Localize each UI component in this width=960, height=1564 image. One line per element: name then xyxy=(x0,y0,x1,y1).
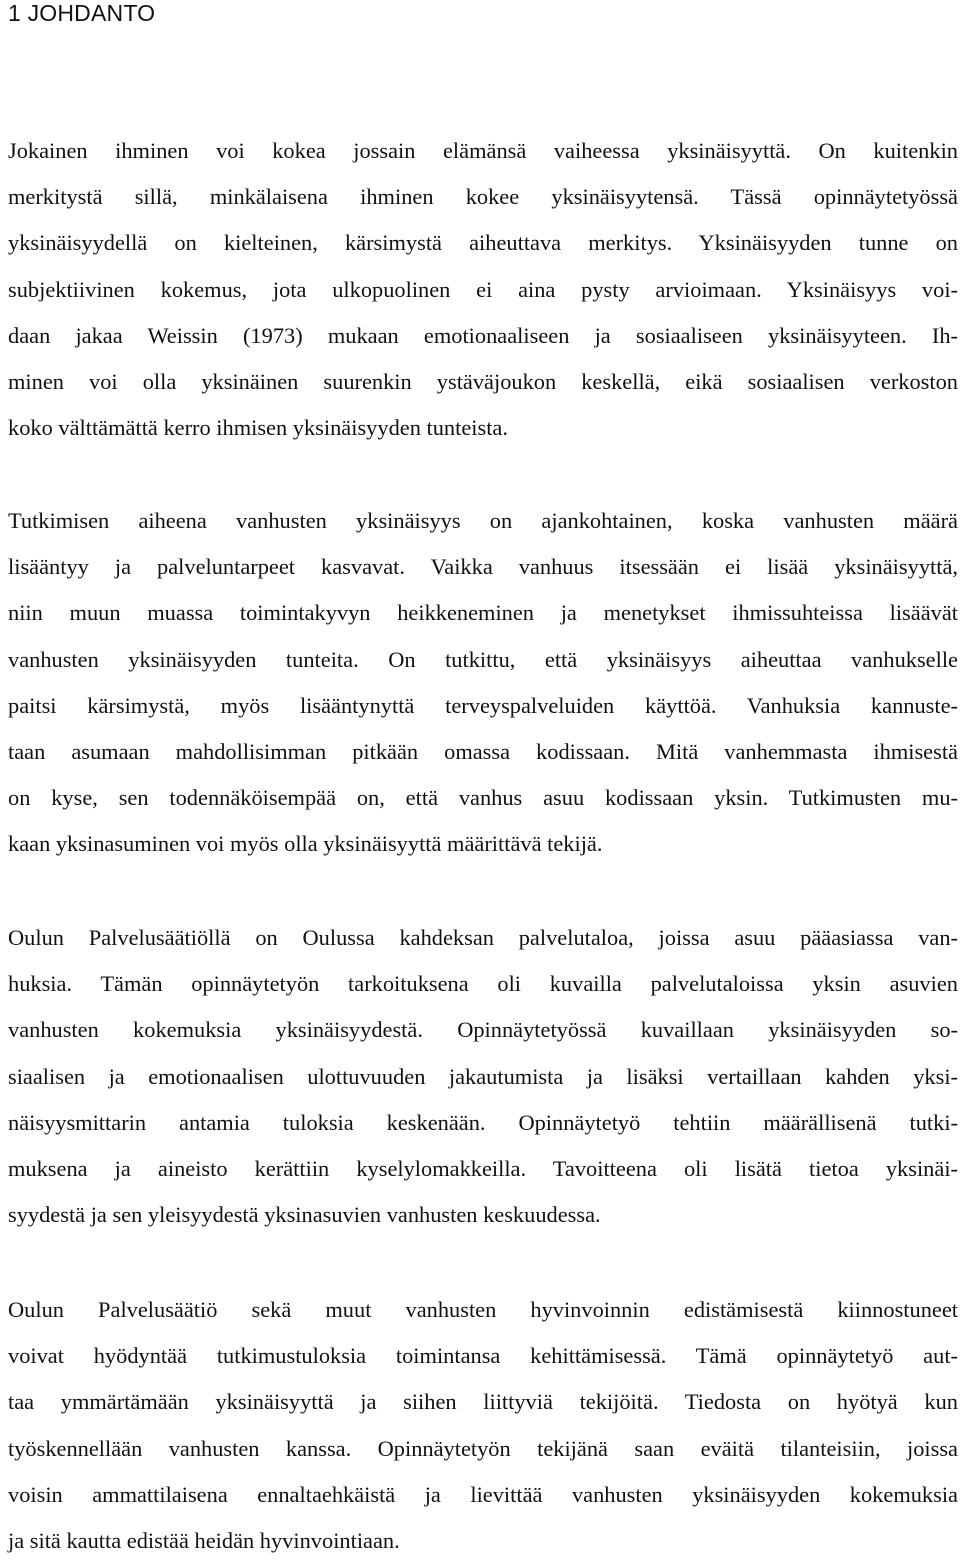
text-line: siaalisen ja emotionaalisen ulottuvuuden jakautumista ja lisäksi vertaillaan kahden yksi- xyxy=(8,1063,958,1089)
text-line: lisääntyy ja palveluntarpeet kasvavat. Vaikka vanhuus itsessään ei lisää yksinäisyyttä, xyxy=(8,554,958,580)
text-line: taa ymmärtämään yksinäisyyttä ja siihen liittyviä tekijöitä. Tiedosta on hyötyä kun xyxy=(8,1389,958,1415)
text-line: näisyysmittarin antamia tuloksia keskenään. Opinnäytetyö tehtiin määrällisenä tutki- xyxy=(8,1109,958,1135)
paragraph-2 xyxy=(8,498,958,868)
text-line: ja sitä kautta edistää heidän hyvinvointiaan. xyxy=(8,1528,400,1554)
text-line: Tutkimisen aiheena vanhusten yksinäisyys on ajankohtainen, koska vanhusten määrä xyxy=(8,508,958,533)
text-line: vanhusten yksinäisyyden tunteita. On tutkittu, että yksinäisyys aiheuttaa vanhukselle xyxy=(8,646,958,672)
document-page xyxy=(8,0,958,1554)
text-line: Jokainen ihminen voi kokea jossain elämänsä vaiheessa yksinäisyyttä. On kuitenkin xyxy=(8,138,958,163)
text-line: taan asumaan mahdollisimman pitkään omassa kodissaan. Mitä vanhemmasta ihmisestä xyxy=(8,739,958,765)
text-line: työskennellään vanhusten kanssa. Opinnäytetyön tekijänä saan eväitä tilanteisiin, joissa xyxy=(8,1435,958,1461)
text-line: daan jakaa Weissin (1973) mukaan emotionaaliseen ja sosiaaliseen yksinäisyyteen. Ih- xyxy=(8,322,958,348)
paragraph-4 xyxy=(8,1287,958,1564)
text-line: syydestä ja sen yleisyydestä yksinasuvien vanhusten keskuudessa. xyxy=(8,1202,601,1228)
text-line: huksia. Tämän opinnäytetyön tarkoituksena oli kuvailla palvelutaloissa yksin asuvien xyxy=(8,971,958,997)
text-line: niin muun muassa toimintakyvyn heikkeneminen ja menetykset ihmissuhteissa lisäävät xyxy=(8,600,958,626)
text-line: voivat hyödyntää tutkimustuloksia toimintansa kehittämisessä. Tämä opinnäytetyö aut- xyxy=(8,1343,958,1369)
text-line: Oulun Palvelusäätiöllä on Oulussa kahdeksan palvelutaloa, joissa asuu pääasiassa van- xyxy=(8,925,958,950)
section-heading: 1 JOHDANTO xyxy=(8,0,156,26)
text-line: subjektiivinen kokemus, jota ulkopuolinen ei aina pysty arvioimaan. Yksinäisyys voi- xyxy=(8,276,958,302)
text-line: Oulun Palvelusäätiö sekä muut vanhusten hyvinvoinnin edistämisestä kiinnostuneet xyxy=(8,1297,958,1322)
text-line: merkitystä sillä, minkälaisena ihminen kokee yksinäisyytensä. Tässä opinnäytetyössä xyxy=(8,184,958,210)
text-line: on kyse, sen todennäköisempää on, että vanhus asuu kodissaan yksin. Tutkimusten mu- xyxy=(8,785,958,811)
paragraph-1 xyxy=(8,128,958,451)
text-line: muksena ja aineisto kerättiin kyselylomakkeilla. Tavoitteena oli lisätä tietoa yksinäi- xyxy=(8,1156,958,1182)
text-line: paitsi kärsimystä, myös lisääntynyttä terveyspalveluiden käyttöä. Vanhuksia kannuste- xyxy=(8,692,958,718)
text-line: voisin ammattilaisena ennaltaehkäistä ja lievittää vanhusten yksinäisyyden kokemuksia xyxy=(8,1481,958,1507)
text-line: kaan yksinasuminen voi myös olla yksinäisyyttä määrittävä tekijä. xyxy=(8,831,603,857)
paragraph-3 xyxy=(8,915,958,1238)
text-line: yksinäisyydellä on kielteinen, kärsimystä aiheuttava merkitys. Yksinäisyyden tunne on xyxy=(8,230,958,256)
text-line: minen voi olla yksinäinen suurenkin ystäväjoukon keskellä, eikä sosiaalisen verkoston xyxy=(8,369,958,395)
text-line: koko välttämättä kerro ihmisen yksinäisyyden tunteista. xyxy=(8,415,508,441)
text-line: vanhusten kokemuksia yksinäisyydestä. Opinnäytetyössä kuvaillaan yksinäisyyden so- xyxy=(8,1017,958,1043)
